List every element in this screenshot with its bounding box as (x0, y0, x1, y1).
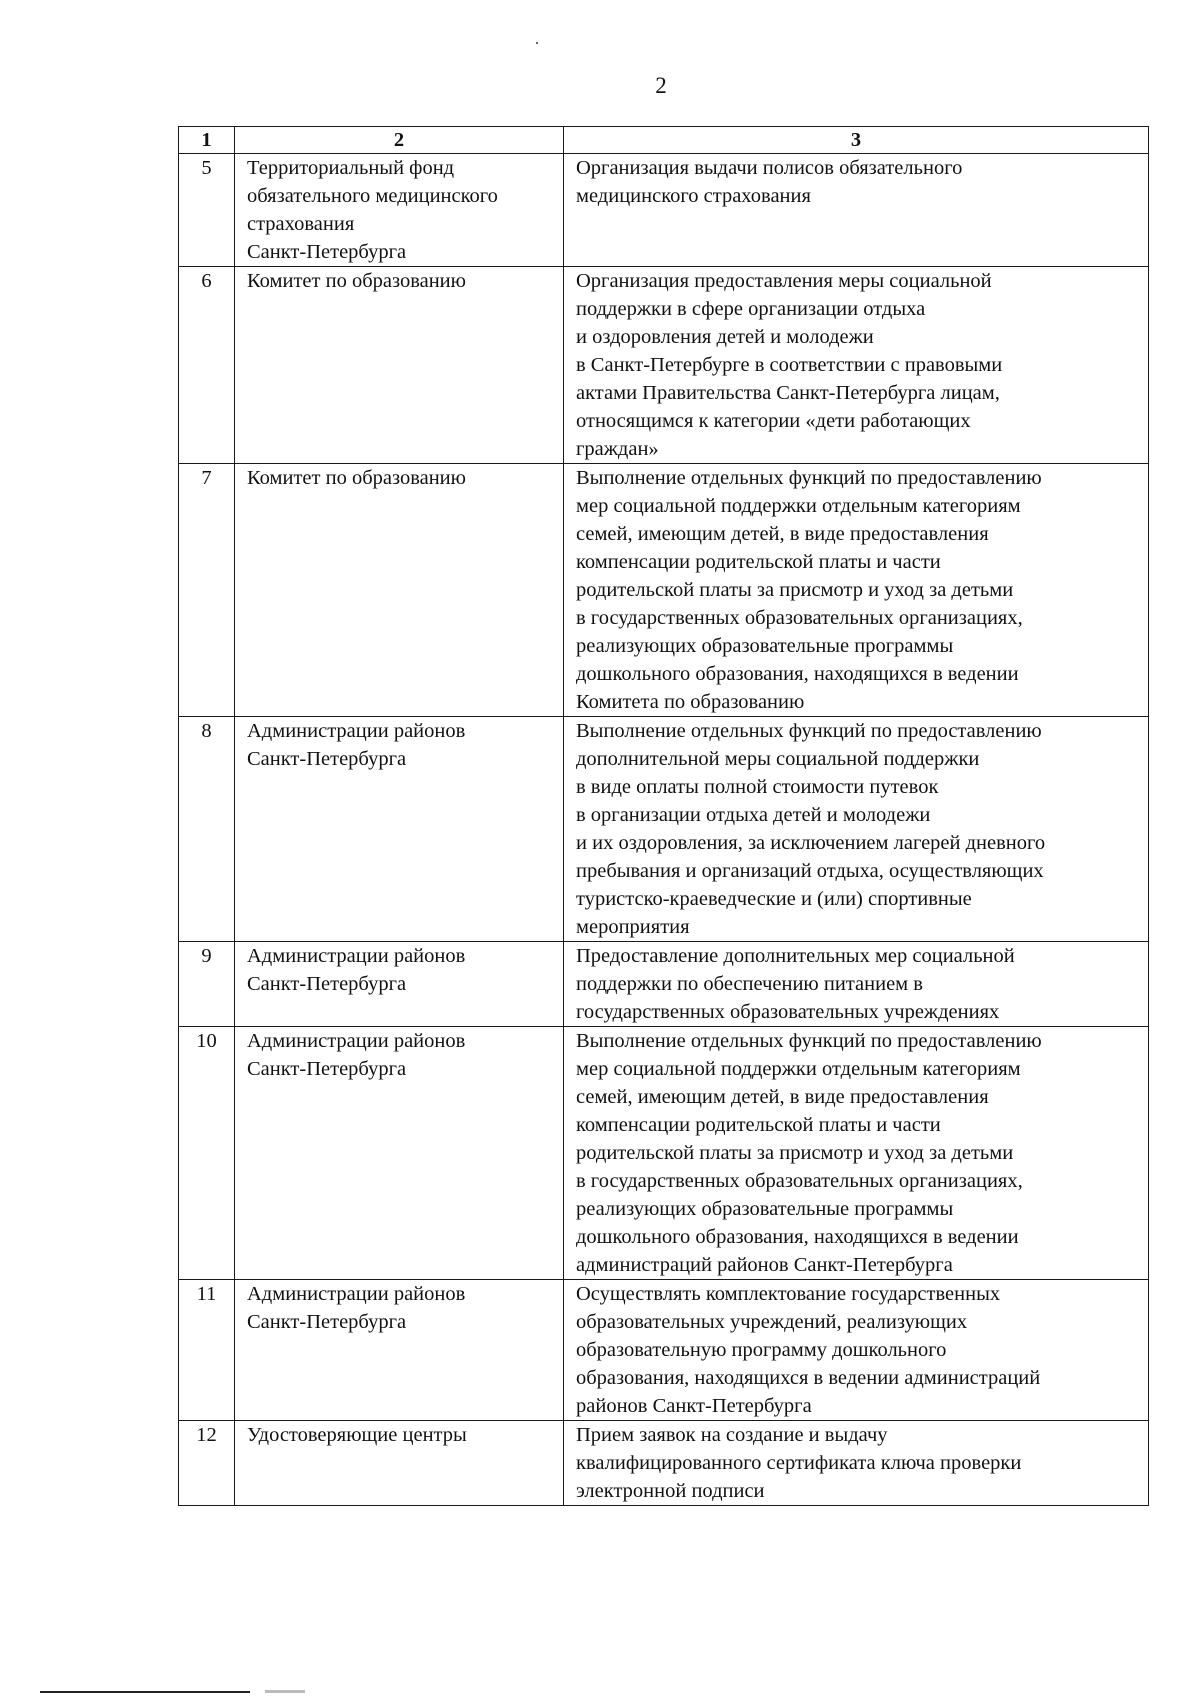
table-row (179, 464, 1149, 717)
table-row (179, 1027, 1149, 1280)
row-number: 12 (179, 1421, 235, 1506)
row-number: 10 (179, 1027, 235, 1280)
organization-cell: Удостоверяющие центры (235, 1421, 564, 1506)
service-cell: Предоставление дополнительных мер социальной поддержки по обеспечению питанием в государственных образовательных учреждениях (564, 942, 1149, 1027)
organization-cell: Администрации районов Санкт-Петербурга (235, 1280, 564, 1421)
header-col-1: 1 (179, 127, 235, 154)
page-number: 2 (655, 73, 667, 98)
row-number: 5 (179, 154, 235, 267)
table-row (179, 942, 1149, 1027)
footer-rule (40, 1691, 250, 1693)
footer-scan-mark (265, 1690, 305, 1693)
service-cell: Выполнение отдельных функций по предоставлению мер социальной поддержки отдельным категориям семей, имеющим детей, в виде предоставления компенсации родительской платы и части родительской платы за присмотр и уход за детьми в государственных образовательных организациях, реализующих образовательные программы дошкольного образования, находящихся в ведении Комитета по образованию (564, 464, 1149, 717)
service-cell: Организация предоставления меры социальной поддержки в сфере организации отдыха и оздоровления детей и молодежи в Санкт-Петербурге в соответствии с правовыми актами Правительства Санкт-Петербурга лицам, относящимся к категории «дети работающих граждан» (564, 267, 1149, 464)
row-number: 6 (179, 267, 235, 464)
service-cell: Выполнение отдельных функций по предоставлению мер социальной поддержки отдельным категориям семей, имеющим детей, в виде предоставления компенсации родительской платы и части родительской платы за присмотр и уход за детьми в государственных образовательных организациях, реализующих образовательные программы дошкольного образования, находящихся в ведении администраций районов Санкт-Петербурга (564, 1027, 1149, 1280)
organization-cell: Администрации районов Санкт-Петербурга (235, 717, 564, 942)
table-header-row (179, 127, 1149, 154)
organization-cell: Администрации районов Санкт-Петербурга (235, 942, 564, 1027)
organization-cell: Комитет по образованию (235, 267, 564, 464)
header-col-2: 2 (235, 127, 564, 154)
service-cell: Осуществлять комплектование государственных образовательных учреждений, реализующих образовательную программу дошкольного образования, находящихся в ведении администраций районов Санкт-Петербурга (564, 1280, 1149, 1421)
organization-cell: Комитет по образованию (235, 464, 564, 717)
organization-cell: Администрации районов Санкт-Петербурга (235, 1027, 564, 1280)
service-cell: Прием заявок на создание и выдачу квалифицированного сертификата ключа проверки электронной подписи (564, 1421, 1149, 1506)
header-col-3: 3 (564, 127, 1149, 154)
row-number: 11 (179, 1280, 235, 1421)
table-row (179, 1421, 1149, 1506)
table-row (179, 154, 1149, 267)
service-cell: Выполнение отдельных функций по предоставлению дополнительной меры социальной поддержки в виде оплаты полной стоимости путевок в организации отдыха детей и молодежи и их оздоровления, за исключением лагерей дневного пребывания и организаций отдыха, осуществляющих туристско-краеведческие и (или) спортивные мероприятия (564, 717, 1149, 942)
table-row (179, 1280, 1149, 1421)
scan-dot (536, 42, 538, 44)
table-row (179, 717, 1149, 942)
services-table (178, 126, 1149, 1506)
table-row (179, 267, 1149, 464)
row-number: 7 (179, 464, 235, 717)
organization-cell: Территориальный фонд обязательного медицинского страхования Санкт-Петербурга (235, 154, 564, 267)
row-number: 8 (179, 717, 235, 942)
service-cell: Организация выдачи полисов обязательного медицинского страхования (564, 154, 1149, 267)
row-number: 9 (179, 942, 235, 1027)
